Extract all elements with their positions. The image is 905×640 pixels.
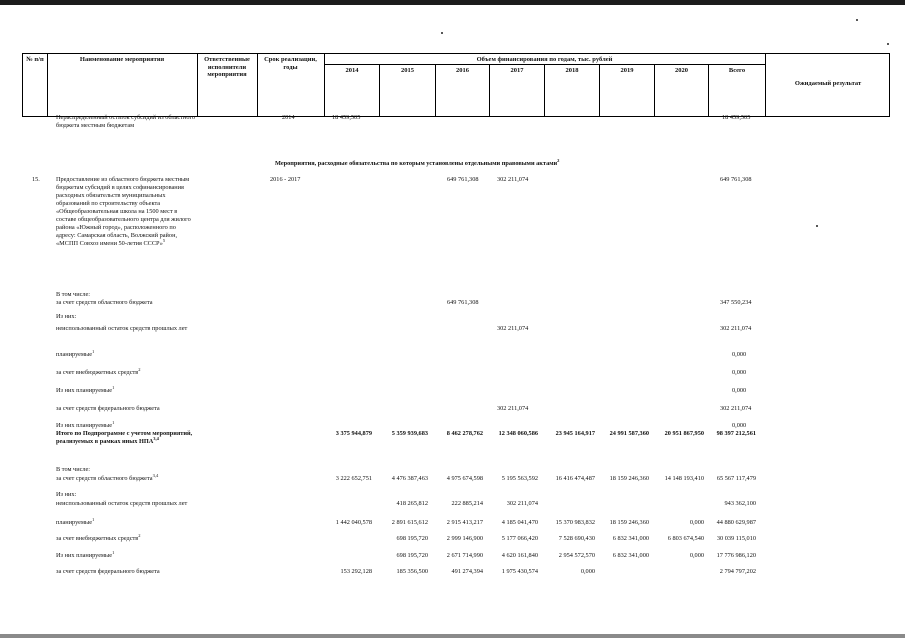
cell-value: 23 945 164,917 (555, 430, 595, 437)
cell-value: 222 885,214 (451, 500, 483, 507)
section-title: Мероприятия, расходные обязательства по которым установлены отдельными правовыми актами$^2$ (275, 157, 560, 167)
cell-value: 943 362,100 (724, 500, 756, 507)
cell-value: 6 803 674,540 (667, 535, 704, 542)
item15-2017: 302 211,074 (497, 176, 529, 183)
cell-value: 4 620 161,840 (501, 552, 538, 559)
header-year: 2014 (345, 67, 359, 74)
cell-value: 1 975 430,574 (501, 568, 538, 575)
scan-speck (887, 43, 889, 45)
row-unallocated-2014: 18 459,505 (332, 114, 361, 121)
cell-value: 5 359 939,683 (391, 430, 428, 437)
scan-speck (856, 19, 858, 21)
label-incl: В том числе: (56, 291, 91, 298)
cell-value: 302 211,074 (506, 500, 538, 507)
header-responsible: Ответственные исполнители мероприятия (204, 56, 250, 78)
cell-value: 418 265,812 (396, 500, 428, 507)
cell-value: 2 954 572,570 (558, 552, 595, 559)
row-regional-total: 347 550,234 (720, 299, 752, 306)
header-period: Срок реализации, годы (264, 56, 317, 71)
scan-speck (441, 32, 443, 34)
cell-value: 17 776 986,120 (716, 552, 756, 559)
cell-value: 2 915 413,217 (446, 519, 483, 526)
row-planned-total: 0,000 (732, 351, 747, 358)
row-total-federal-label: за счет средств федерального бюджета (56, 568, 160, 575)
cell-value: 5 195 563,592 (501, 475, 538, 482)
scan-top-edge (0, 0, 905, 5)
cell-value: 698 195,720 (396, 535, 428, 542)
row-total-extra-label: за счет внебюджетных средств$^2$ (56, 532, 141, 542)
row-regional-label: за счет средств областного бюджета (56, 299, 153, 306)
row-extrabudget-label: за счет внебюджетных средств$^2$ (56, 366, 141, 376)
cell-value: 18 159 246,360 (609, 475, 649, 482)
label-incl2: В том числе: (56, 466, 91, 473)
row-of-planned-total: 0,000 (732, 387, 747, 394)
header-total: Всего (728, 67, 746, 74)
cell-value: 24 991 587,360 (609, 430, 649, 437)
table-header (22, 53, 890, 117)
cell-value: 4 185 041,470 (501, 519, 538, 526)
item15-num: 15. (32, 176, 40, 183)
cell-value: 20 951 867,950 (664, 430, 704, 437)
row-unused-total: 302 211,074 (720, 325, 752, 332)
row-extrabudget-total: 0,000 (732, 369, 747, 376)
item15-period: 2016 - 2017 (270, 176, 301, 183)
cell-value: 65 567 117,479 (716, 475, 756, 482)
cell-value: 185 356,500 (396, 568, 428, 575)
cell-value: 44 880 629,987 (716, 519, 756, 526)
item15-name: Предоставление из областного бюджета местным бюджетам субсидий в целях софинансирования расходных обязательств муниципальных образований по строительству объекта «Общеобразовательная школа на 1500 мест в составе общеобразовательного центра для жилого района «Южный город», расположенного по адресу: Самарская область, Волжский район, «МСПП Совхоз имени 50-летия СССР»$^5$ (56, 176, 191, 247)
cell-value: 2 999 146,900 (446, 535, 483, 542)
row-unallocated-period: 2014 (282, 114, 295, 121)
row-unused-2017: 302 211,074 (497, 325, 529, 332)
header-result: Ожидаемый результат (794, 80, 862, 87)
row-unallocated-total: 18 459,505 (722, 114, 751, 121)
row-total-of-planned-label: Из них планируемые$^1$ (56, 549, 115, 559)
header-year: 2019 (620, 67, 634, 74)
header-financing: Объем финансирования по годам, тыс. рублей (476, 56, 613, 63)
label-of-them2: Из них: (56, 491, 77, 498)
label-of-them: Из них: (56, 313, 77, 320)
cell-value: 18 159 246,360 (609, 519, 649, 526)
header-year: 2015 (401, 67, 414, 74)
row-total-planned-label: планируемые$^1$ (56, 516, 95, 526)
cell-value: 0,000 (580, 568, 595, 575)
row-of-planned2-total: 0,000 (732, 422, 747, 429)
row-total-unused-label: неиспользованный остаток средств прошлых лет (56, 500, 188, 507)
item15-total: 649 761,308 (720, 176, 752, 183)
row-planned-label: планируемые$^1$ (56, 348, 95, 358)
header-name: Наименование мероприятия (79, 56, 165, 63)
cell-value: 15 370 983,832 (555, 519, 595, 526)
row-total-regional-label: за счет средств областного бюджета$^{3,4}$ (56, 472, 159, 482)
row-unused-label: неиспользованный остаток средств прошлых лет (56, 325, 188, 332)
row-federal-total: 302 211,074 (720, 405, 752, 412)
cell-value: 4 476 387,463 (391, 475, 428, 482)
scan-bottom-edge (0, 634, 905, 638)
row-federal-2017: 302 211,074 (497, 405, 529, 412)
cell-value: 0,000 (689, 552, 704, 559)
item15-2016: 649 761,308 (447, 176, 479, 183)
cell-value: 698 195,720 (396, 552, 428, 559)
cell-value: 14 148 193,410 (664, 475, 704, 482)
row-regional-2016: 649 761,308 (447, 299, 479, 306)
cell-value: 2 671 714,990 (446, 552, 483, 559)
cell-value: 3 375 944,879 (335, 430, 372, 437)
cell-value: 6 832 341,000 (612, 535, 649, 542)
cell-value: 6 832 341,000 (612, 552, 649, 559)
header-year: 2017 (510, 67, 524, 74)
cell-value: 153 292,128 (340, 568, 372, 575)
row-grand-total-label: Итого по Подпрограмме с учетом мероприятий, реализуемых в рамках иных НПА$^{3,4}$ (56, 430, 193, 445)
cell-value: 1 442 040,578 (335, 519, 372, 526)
cell-value: 2 794 797,202 (719, 568, 756, 575)
scan-speck (816, 225, 818, 227)
header-year: 2020 (675, 67, 688, 74)
row-of-planned2-label: Из них планируемые$^1$ (56, 419, 115, 429)
cell-value: 16 416 474,487 (555, 475, 595, 482)
cell-value: 5 177 066,420 (501, 535, 538, 542)
cell-value: 12 348 060,586 (498, 430, 538, 437)
cell-value: 0,000 (689, 519, 704, 526)
cell-value: 98 397 212,561 (716, 430, 756, 437)
cell-value: 4 975 674,598 (446, 475, 483, 482)
cell-value: 491 274,394 (451, 568, 483, 575)
row-unallocated-name: Нераспределенный остаток субсидий из областного бюджета местным бюджетам (56, 114, 196, 129)
header-year: 2018 (565, 67, 579, 74)
cell-value: 8 462 278,762 (446, 430, 483, 437)
header-num: № п/п (26, 56, 44, 63)
cell-value: 7 528 690,430 (558, 535, 595, 542)
row-of-planned-label: Из них планируемые$^1$ (56, 384, 115, 394)
cell-value: 3 222 652,751 (335, 475, 372, 482)
cell-value: 30 039 115,010 (716, 535, 756, 542)
cell-value: 2 891 615,612 (391, 519, 428, 526)
header-year: 2016 (456, 67, 469, 74)
row-federal-label: за счет средств федерального бюджета (56, 405, 160, 412)
